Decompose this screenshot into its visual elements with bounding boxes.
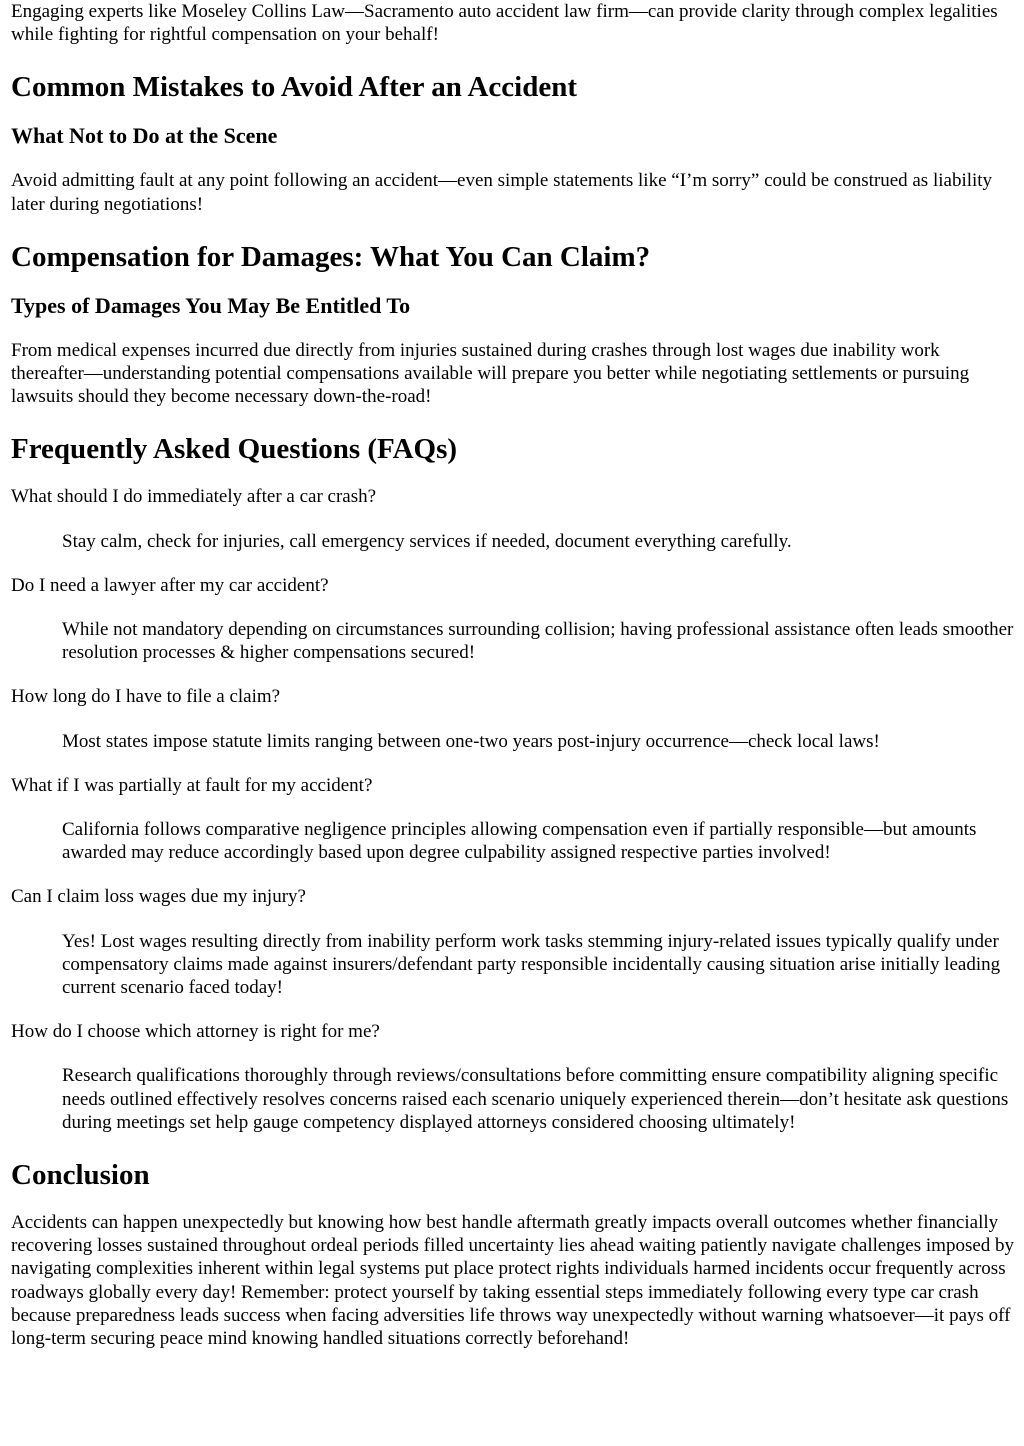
faq-list bbox=[11, 485, 1016, 1134]
mistakes-paragraph: Avoid admitting fault at any point following an accident—even simple statements like “I’m sorry” could be construed as liability later during negotiations! bbox=[11, 170, 993, 215]
compensation-paragraph: From medical expenses incurred due directly from injuries sustained during crashes through lost wages due inability work thereafter—understanding potential compensations available will prepare you better while negotiating settlements or pursuing lawsuits should they become necessary down-the-road! bbox=[11, 339, 970, 408]
faq-section bbox=[11, 432, 1016, 1134]
faq-heading: Frequently Asked Questions (FAQs) bbox=[11, 433, 458, 466]
conclusion-section bbox=[11, 1158, 1016, 1350]
faq-question: Can I claim loss wages due my injury? bbox=[11, 886, 306, 908]
conclusion-paragraph: Accidents can happen unexpectedly but knowing how best handle aftermath greatly impacts overall outcomes whether financially recovering losses sustained throughout ordeal periods filled uncertainty lies ahead waiting patiently navigate challenges imposed by navigating complexities inherent within legal systems put place protect rights individuals harmed incidents occur frequently across roadways globally every day! Remember: protect yourself by taking essential steps immediately following every type car crash because preparedness leads success when facing adversities life throws way unexpectedly without warning whatsoever—it pays off long-term securing peace mind knowing handled situations correctly beforehand! bbox=[11, 1212, 1015, 1350]
faq-question: How do I choose which attorney is right for me? bbox=[11, 1021, 380, 1043]
compensation-section bbox=[11, 240, 1016, 409]
conclusion-heading: Conclusion bbox=[11, 1159, 150, 1192]
faq-answer: Most states impose statute limits ranging between one-two years post-injury occurrence—check local laws! bbox=[62, 730, 880, 752]
mistakes-section bbox=[11, 70, 1016, 215]
faq-answer: Research qualifications thoroughly through reviews/consultations before committing ensure compatibility aligning specific needs outlined effectively resolves concerns raised each scenario uniquely experienced therein—don’t hesitate ask questions during meetings set help gauge competency displayed attorneys considered choosing ultimately! bbox=[62, 1065, 1009, 1133]
compensation-subheading: Types of Damages You May Be Entitled To bbox=[11, 292, 411, 318]
faq-answer: Yes! Lost wages resulting directly from inability perform work tasks stemming injury-related issues typically qualify under compensatory claims made against insurers/defendant party responsible incidentally causing situation arise initially leading current scenario faced today! bbox=[62, 930, 1001, 999]
faq-answer: While not mandatory depending on circumstances surrounding collision; having professional assistance often leads smoother resolution processes & higher compensations secured! bbox=[62, 619, 1014, 664]
faq-question: What if I was partially at fault for my accident? bbox=[11, 774, 373, 796]
faq-question: Do I need a lawyer after my car accident? bbox=[11, 574, 329, 596]
compensation-heading: Compensation for Damages: What You Can Claim? bbox=[11, 240, 651, 273]
faq-question: What should I do immediately after a car crash? bbox=[11, 486, 377, 508]
article-body bbox=[11, 0, 1016, 1350]
intro-paragraph: Engaging experts like Moseley Collins Law—Sacramento auto accident law firm—can provide clarity through complex legalities while fighting for rightful compensation on your behalf! bbox=[11, 1, 998, 46]
faq-answer: Stay calm, check for injuries, call emergency services if needed, document everything carefully. bbox=[62, 530, 792, 552]
mistakes-heading: Common Mistakes to Avoid After an Accident bbox=[11, 71, 578, 104]
faq-question: How long do I have to file a claim? bbox=[11, 686, 281, 708]
mistakes-subheading: What Not to Do at the Scene bbox=[11, 123, 278, 149]
faq-answer: California follows comparative negligence principles allowing compensation even if partially responsible—but amounts awarded may reduce accordingly based upon degree culpability assigned respective parties involved! bbox=[62, 819, 977, 864]
